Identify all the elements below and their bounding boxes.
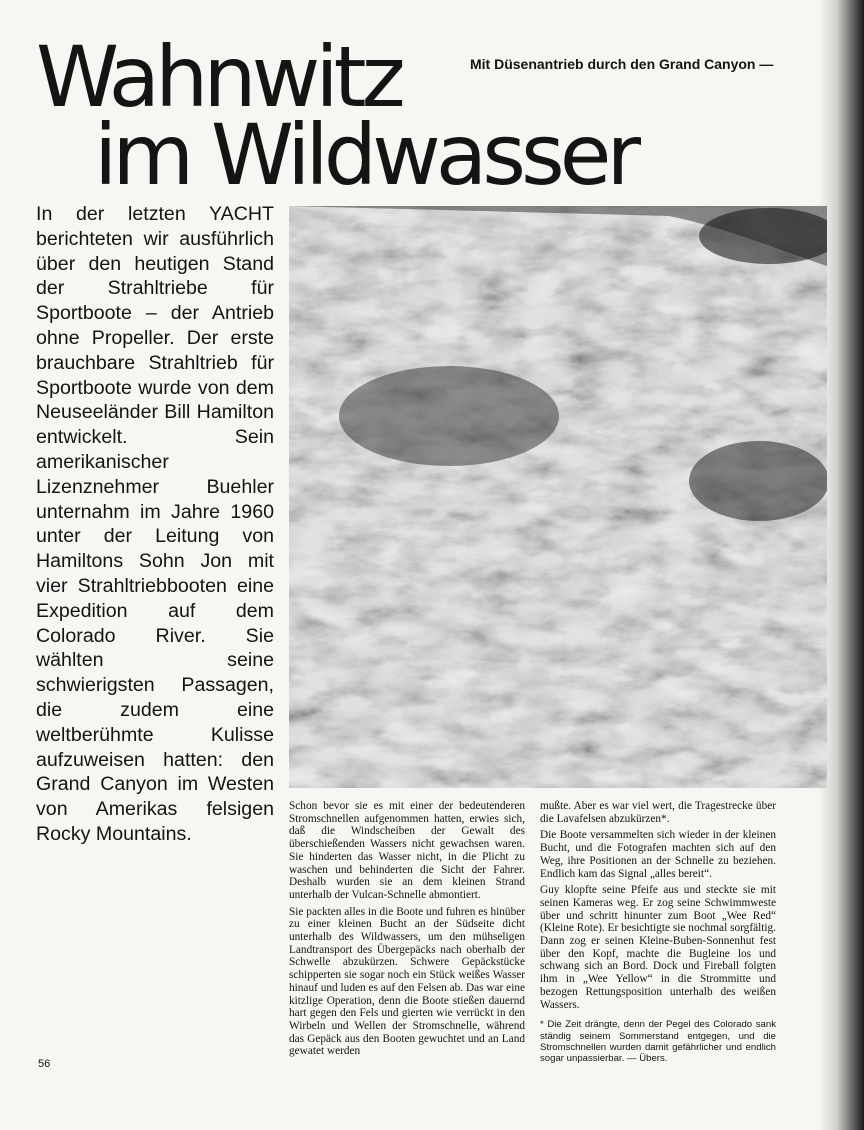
translator-footnote: * Die Zeit drängte, denn der Pegel des Colorado sank ständig seinem Sommerstand entgegen, und die Stromschnellen wurden damit gefährlicher und endlich sogar unpassierbar. — Übers. bbox=[540, 1019, 776, 1065]
body-paragraph: Schon bevor sie es mit einer der bedeutenderen Stromschnellen aufgenommen hatten, erwies sich, daß die Windscheiben der Gewalt des überschießenden Wassers nicht gewachsen waren. Sie hinderten das Wasser nicht, in die Plicht zu waschen und behinderten die Sicht der Fahrer. Deshalb wurden sie an dem kleinen Strand unterhalb der Vulcan-Schnelle abmontiert. bbox=[289, 800, 525, 901]
article-title bbox=[36, 28, 636, 204]
page-number: 56 bbox=[38, 1058, 51, 1070]
body-column-2 bbox=[540, 800, 776, 1069]
title-line-2: im Wildwasser bbox=[94, 106, 636, 204]
body-paragraph: Sie packten alles in die Boote und fuhren es hinüber zu einer kleinen Bucht an der Südseite dicht unterhalb des Wildwassers, um den mühseligen Landtransport des Übergepäcks nach oberhalb der Schwelle abzukürzen. Schwere Gepäckstücke schipperten sie sogar noch ein Stück weißes Wasser hinauf und luden es auf den Felsen ab. Das war eine kitzlige Operation, denn die Boote stießen dauernd hart gegen den Fels und gierten wie verrückt in den Wirbeln und Wellen der Stromschnelle, während das Gepäck aus den Booten gewuchtet und an Land gewatet werden bbox=[289, 905, 525, 1058]
body-paragraph: Guy klopfte seine Pfeife aus und steckte sie mit seinen Kameras weg. Er zog seine Schwimmweste über und schritt hinunter zum Boot „Wee Red“ (Kleine Rote). Er besichtigte sie nochmal sorgfältig. Dann zog er seinen Kleine-Buben-Sonnenhut fest über den Kopf, machte die Bugleine los und schwang sich an Bord. Dock und Fireball folgten ihm in „Wee Yellow“ in die Strommitte und bezogen Rettungsposition unterhalb des weißen Wassers. bbox=[540, 884, 776, 1011]
title-line-1: Wahnwitz bbox=[36, 28, 401, 126]
intro-paragraph: In der letzten YACHT berichteten wir ausführlich über den heutigen Stand der Strahltriebe für Sportboote – der Antrieb ohne Propeller. Der erste brauchbare Strahltrieb für Sportboote wurde von dem Neuseeländer Bill Hamilton entwickelt. Sein amerikanischer Lizenznehmer Buehler unternahm im Jahre 1960 unter der Leitung von Hamiltons Sohn Jon mit vier Strahltriebbooten eine Expedition auf dem Colorado River. Sie wählten seine schwierigsten Passagen, die zudem eine weltberühmte Kulisse aufzuweisen hatten: den Grand Canyon im Westen von Amerikas felsigen Rocky Mountains. bbox=[36, 203, 274, 845]
wildwater-photo bbox=[289, 206, 827, 788]
body-paragraph: Die Boote versammelten sich wieder in der kleinen Bucht, und die Fotografen machten sich auf den Weg, ihre Positionen an der Schnelle zu beziehen. Endlich kam das Signal „alles bereit“. bbox=[540, 829, 776, 880]
body-paragraph: mußte. Aber es war viel wert, die Tragestrecke über die Lavafelsen abzukürzen*. bbox=[540, 800, 776, 825]
body-column-1 bbox=[289, 800, 525, 1062]
kicker-headline: Mit Düsenantrieb durch den Grand Canyon — bbox=[470, 56, 774, 72]
